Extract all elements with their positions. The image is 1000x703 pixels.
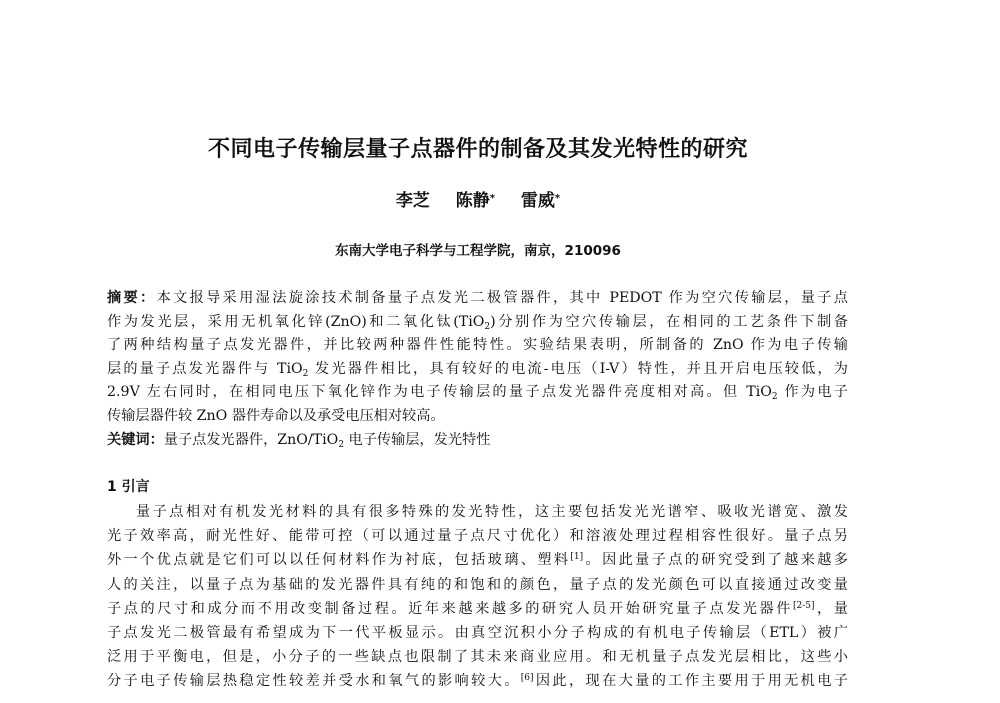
abstract <box>107 287 848 452</box>
abstract-line <box>107 311 848 335</box>
text-run: 外一个优点就是它们可以以任何材料作为衬底，包括玻璃、塑料 <box>107 552 571 569</box>
text-run: 2.9V 左右同时，在相同电压下氧化锌作为电子传输层的量子点发光器件亮度相对高。但 TiO <box>107 384 772 401</box>
section-heading: 1 引言 <box>107 479 150 495</box>
text-run: 量子点发光器件，ZnO/TiO <box>163 431 339 448</box>
text-run: 了两种结构量子点发光器件，并比较两种器件性能特性。实验结果表明，所制备的 ZnO 作为电子传输 <box>107 337 848 354</box>
citation: [1] <box>570 552 584 563</box>
abstract-label: 摘要： <box>107 290 157 306</box>
author: 陈静* <box>455 191 495 211</box>
keywords-label: 关键词： <box>107 431 164 448</box>
subscript: 2 <box>338 439 345 450</box>
subscript: 2 <box>302 368 309 379</box>
text-run: 泛用于平衡电，但是，小分子的一些缺点也限制了其未来商业应用。和无机量子点发光层相比，这些小 <box>107 649 848 666</box>
text-run: 本文报导采用湿法旋涂技术制备量子点发光二极管器件，其中 PEDOT 作为空穴传输层，量子点 <box>156 290 848 306</box>
citation: [2-5] <box>793 600 815 611</box>
text-run: 层的量子点发光器件与 TiO <box>107 360 303 377</box>
text-run: 。因此量子点的研究受到了越来越多 <box>583 552 848 569</box>
paragraph-line <box>107 500 848 524</box>
paper-title: 不同电子传输层量子点器件的制备及其发光特性的研究 <box>207 137 748 162</box>
abstract-line <box>107 287 848 311</box>
author-list <box>0 186 956 211</box>
text-run: 传输层器件较 ZnO 器件寿命以及承受电压相对较高。 <box>107 407 445 424</box>
abstract-line <box>107 358 848 382</box>
subscript: 2 <box>771 392 778 403</box>
paragraph-line <box>107 573 848 597</box>
affiliation: 东南大学电子科学与工程学院，南京，210096 <box>335 243 621 259</box>
text-run: 分子电子传输层热稳定性较差并受水和氧气的影响较大。 <box>107 673 521 690</box>
paragraph-line <box>107 548 848 572</box>
text-run: 作为电子 <box>777 384 848 401</box>
text-run: 子点的尺寸和成分而不用改变制备过程。近年来越来越多的研究人员开始研究量子点发光器件 <box>107 600 793 617</box>
subscript: 2 <box>484 321 491 332</box>
paragraph-line <box>107 645 848 669</box>
text-run: )分别作为空穴传输层，在相同的工艺条件下制备 <box>490 313 848 330</box>
abstract-line <box>107 405 848 429</box>
text-run: 人的关注，以量子点为基础的发光器件具有纯的和饱和的颜色，量子点的发光颜色可以直接通过改变量 <box>107 576 848 593</box>
author: 雷威* <box>520 191 561 211</box>
paragraph-line <box>107 524 848 548</box>
keywords <box>107 429 848 453</box>
author: 李芝 <box>395 191 430 211</box>
text-run: 子点发光二极管最有希望成为下一代平板显示。由真空沉积小分子构成的有机电子传输层（ETL）被广 <box>107 624 848 641</box>
paragraph-line <box>107 621 848 645</box>
text-run: 发光器件相比，具有较好的电流-电压（I-V）特性，并且开启电压较低，为 <box>308 360 848 377</box>
introduction-section <box>107 474 848 694</box>
paragraph-line <box>107 597 848 621</box>
text-run: 光子效率高，耐光性好、能带可控（可以通过量子点尺寸优化）和溶液处理过程相容性很好。量子点另 <box>107 528 848 545</box>
paragraph-line <box>107 669 848 693</box>
citation: [6] <box>520 673 534 684</box>
text-run: 作为发光层，采用无机氧化锌(ZnO)和二氧化钛(TiO <box>107 313 485 330</box>
text-run: 量子点相对有机发光材料的具有很多特殊的发光特性，这主要包括发光光谱窄、吸收光谱宽、激发 <box>136 504 848 520</box>
text-run: 电子传输层，发光特性 <box>344 431 491 448</box>
abstract-line <box>107 334 848 358</box>
text-run: 因此，现在大量的工作主要用于用无机电子 <box>533 673 848 690</box>
text-run: ，量 <box>814 600 848 617</box>
abstract-line <box>107 381 848 405</box>
